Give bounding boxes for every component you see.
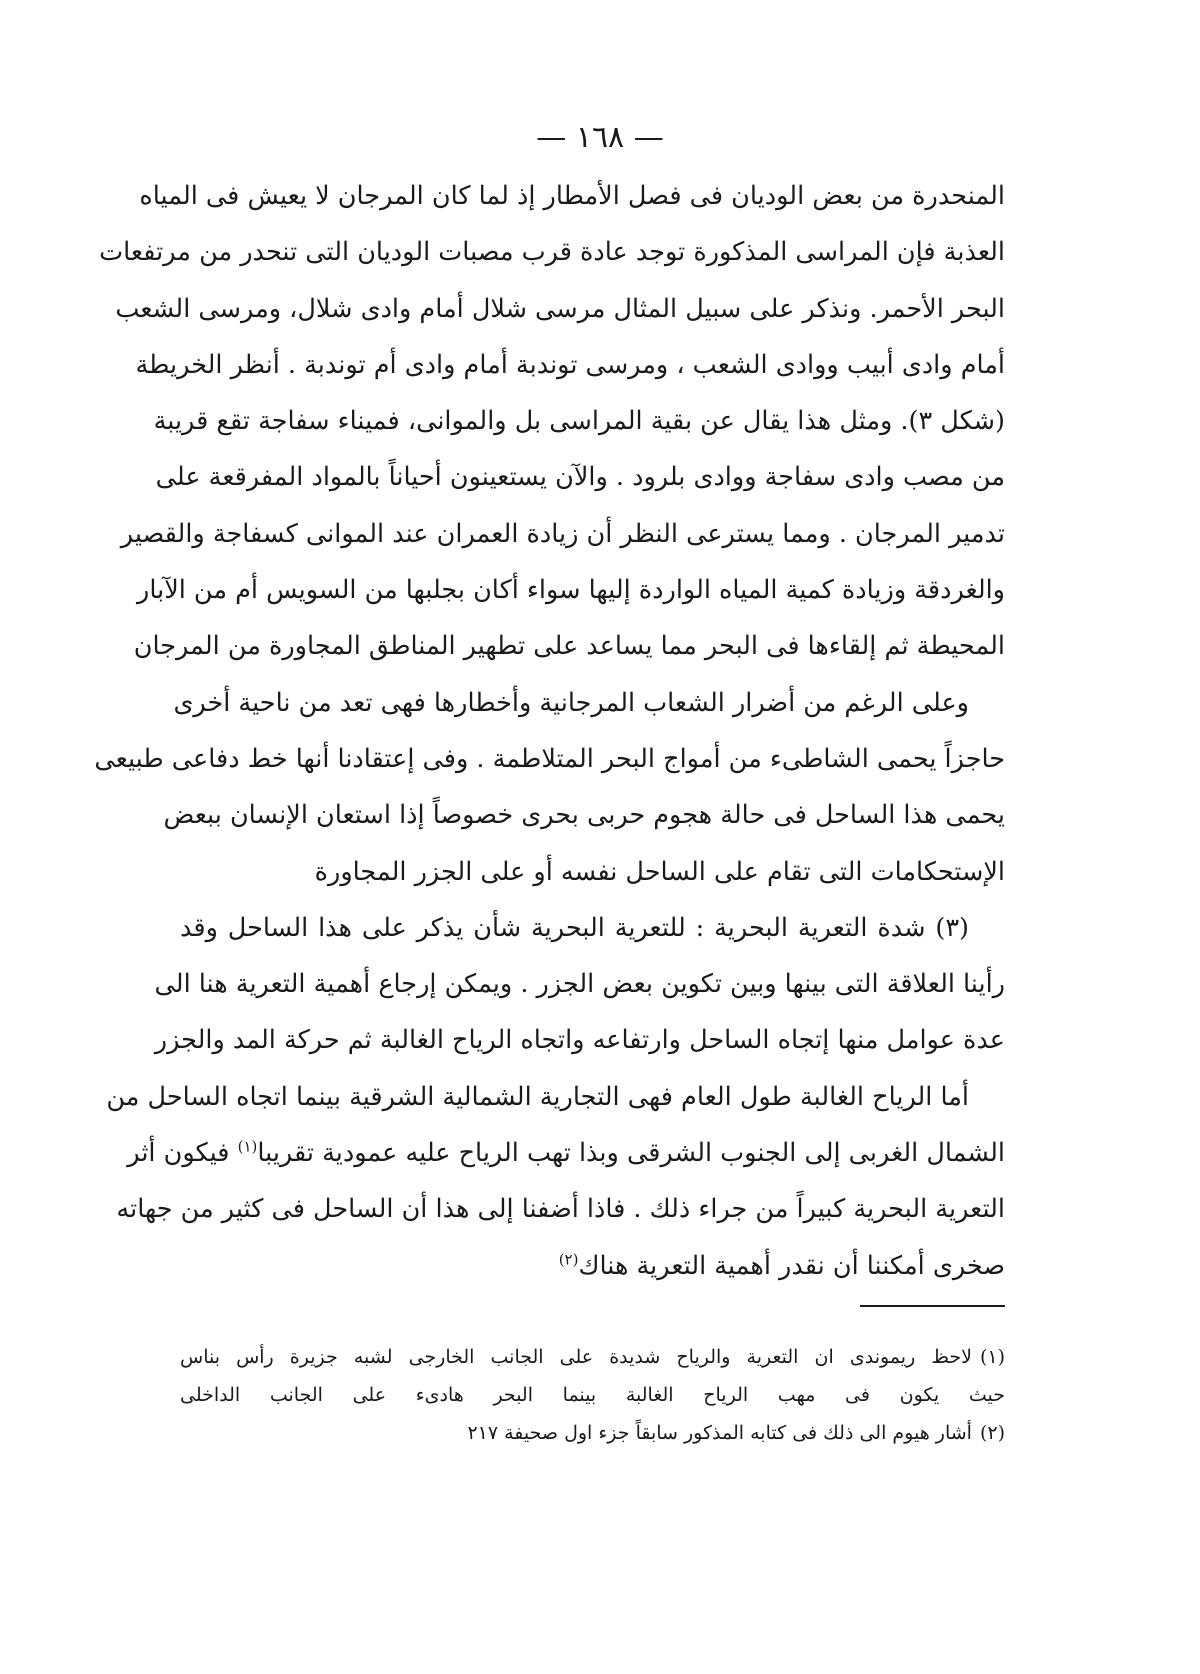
- text-line: العذبة فإن المراسى المذكورة توجد عادة قرب مصبات الوديان التى تنحدر من مرتفعات: [99, 237, 1005, 268]
- footnote-ref-1: (١): [237, 1137, 258, 1156]
- body-text: [94, 168, 1005, 1294]
- text-line: رأينا العلاقة التى بينها وبين تكوين بعض الجزر . ويمكن إرجاع أهمية التعرية هنا الى: [154, 969, 1005, 1000]
- text-line: التعرية البحرية كبيراً من جراء ذلك . فاذا أضفنا إلى هذا أن الساحل فى كثير من جهاته: [116, 1194, 1005, 1225]
- footnote-text: لاحظ ريموندى ان التعرية والرياح شديدة على الجانب الخارجى لشبه جزيرة رأس بناس: [180, 1346, 972, 1368]
- page-number: — ١٦٨ —: [536, 120, 664, 155]
- text-line: تدمير المرجان . ومما يسترعى النظر أن زيادة العمران عند الموانى كسفاجة والقصير: [120, 518, 1005, 549]
- text-line: والغردقة وزيادة كمية المياه الواردة إليها سواء أكان بجلبها من السويس أم من الآبار: [137, 575, 1005, 606]
- text-line: عدة عوامل منها إتجاه الساحل وارتفاعه واتجاه الرياح الغالبة ثم حركة المد والجزر: [154, 1025, 1005, 1056]
- text-line: حاجزاً يحمى الشاطىء من أمواج البحر المتلاطمة . وفى إعتقادنا أنها خط دفاعى طبيعى: [94, 743, 1005, 774]
- text-segment: الشمال الغربى إلى الجنوب الشرقى وبذا تهب الرياح عليه عمودية تقريبا: [257, 1138, 1005, 1169]
- text-line: من مصب وادى سفاجة ووادى بلرود . والآن يستعينون أحياناً بالمواد المفرقعة على: [155, 462, 1005, 493]
- text-line: يحمى هذا الساحل فى حالة هجوم حربى بحرى خصوصاً إذا استعان الإنسان ببعض: [163, 800, 1005, 831]
- text-line: البحر الأحمر. ونذكر على سبيل المثال مرسى شلال أمام وادى شلال، ومرسى الشعب: [115, 293, 1005, 324]
- text-line: [180, 1238, 1005, 1294]
- text-line: وعلى الرغم من أضرار الشعاب المرجانية وأخطارها فهى تعد من ناحية أخرى: [173, 687, 969, 718]
- footnotes: [180, 1338, 1005, 1452]
- footnote-label: (١): [979, 1346, 1005, 1368]
- footnote-ref-2: (٢): [558, 1250, 579, 1269]
- footnote-text: أشار هيوم الى ذلك فى كتابه المذكور سابقاً جزء اول صحيفة ٢١٧: [467, 1422, 972, 1444]
- text-line: المنحدرة من بعض الوديان فى فصل الأمطار إذ لما كان المرجان لا يعيش فى المياه: [139, 181, 1005, 211]
- text-line: (٣) شدة التعرية البحرية : للتعرية البحرية شأن يذكر على هذا الساحل وقد: [180, 912, 969, 943]
- text-line: [127, 1125, 1005, 1181]
- text-line: (شكل ٣). ومثل هذا يقال عن بقية المراسى بل والموانى، فميناء سفاجة تقع قريبة: [153, 406, 1005, 437]
- footnote-1-continuation: حيث يكون فى مهب الرياح الغالبة بينما البحر هادىء على الجانب الداخلى: [180, 1384, 1005, 1406]
- text-segment: فيكون أثر: [127, 1138, 230, 1169]
- footnote-2: [180, 1414, 1005, 1452]
- text-line: المحيطة ثم إلقاءها فى البحر مما يساعد على تطهير المناطق المجاورة من المرجان: [133, 631, 1005, 662]
- text-line: أمام وادى أبيب ووادى الشعب ، ومرسى توندبة أمام وادى أم توندبة . أنظر الخريطة: [135, 349, 1005, 380]
- footnote-1: [180, 1338, 1005, 1376]
- footnote-label: (٢): [979, 1422, 1005, 1444]
- text-line: الإستحكامات التى تقام على الساحل نفسه أو على الجزر المجاورة: [314, 856, 1005, 887]
- text-segment: صخرى أمكننا أن نقدر أهمية التعرية هناك: [578, 1250, 1005, 1281]
- footnote-separator: [860, 1305, 1005, 1307]
- text-line: أما الرياح الغالبة طول العام فهى التجارية الشمالية الشرقية بينما اتجاه الساحل من: [106, 1081, 969, 1112]
